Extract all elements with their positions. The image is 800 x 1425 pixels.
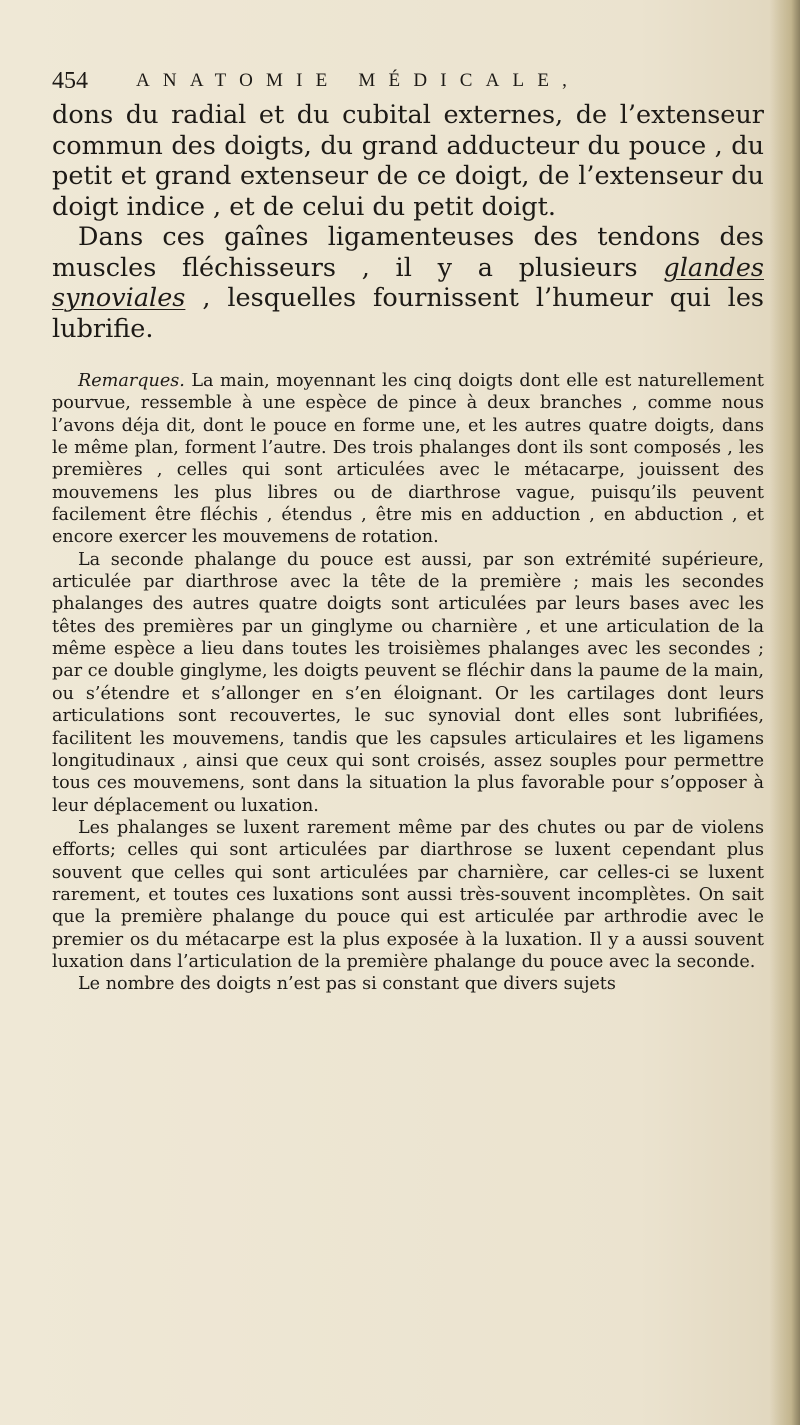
paragraph-5: Les phalanges se luxent rarement même par des chutes ou par de violens efforts; celles qui sont articulées par diarthrose se luxent cependant plus souvent que celles qui sont articulées par charnière, car celles-ci se luxent rarement, et toutes ces luxations sont aussi très-souvent incomplètes. On sait que la première phalange du pouce qui est articulée par arthrodie avec le premier os du métacarpe est la plus exposée à la luxation. Il y a aussi souvent luxation dans l’articulation de la première phalange du pouce avec la seconde. [52,817,764,972]
paragraph-3-text: La main, moyennant les cinq doigts dont elle est naturellement pourvue, ressemble à une espèce de pince à deux branches , comme nous l’avons déja dit, dont le pouce en forme une, et les autres quatre doigts, dans le même plan, forment l’autre. Des trois phalanges dont ils sont composés , les premières , celles qui sont articulées avec le métacarpe, jouissent des mouvemens les plus libres ou de diarthrose vague, puisqu’ils peuvent facilement être fléchis , étendus , être mis en adduction , en abduction , et encore exercer les mouvemens de rotation. [52,371,764,548]
remarques-heading: Remarques. [78,371,185,391]
running-title: ANATOMIE MÉDICALE, [136,70,581,91]
remarks-section [52,370,764,996]
page-header [52,68,752,102]
paragraph-4: La seconde phalange du pouce est aussi, par son extrémité supérieure, articulée par diarthrose avec la tête de la première ; mais les secondes phalanges des autres quatre doigts sont articulées par leurs bases avec les têtes des premières par un ginglyme ou charnière , et une articulation de la même espèce a lieu dans toutes les troisièmes phalanges avec les secondes ; par ce double ginglyme, les doigts peuvent se fléchir dans la paume de la main, ou s’étendre et s’allonger en s’en éloignant. Or les cartilages dont leurs articulations sont recouvertes, le suc synovial dont elles sont lubrifiées, facilitent les mouvemens, tandis que les capsules articulaires et les ligamens longitudinaux , ainsi que ceux qui sont croisés, assez souples pour permettre tous ces mouvemens, sont dans la situation la plus favorable pour s’opposer à leur déplacement ou luxation. [52,549,764,816]
paragraph-1: dons du radial et du cubital externes, de l’extenseur commun des doigts, du grand adducteur du pouce , du petit et grand extenseur de ce doigt, de l’extenseur du doigt indice , et de celui du petit doigt. [52,100,764,222]
paragraph-6: Le nombre des doigts n’est pas si constant que divers sujets [78,974,616,995]
page-edge-shadow [770,0,800,1425]
page-number: 454 [52,68,88,94]
large-type-section [52,100,764,344]
paragraph-2 [52,222,764,344]
paragraph-2-end: , lesquelles fournissent l’humeur qui les lubrifie. [52,283,764,344]
paragraph-3 [52,370,764,549]
paragraph-2-start: Dans ces gaînes ligamenteuses des tendons des muscles fléchisseurs , il y a plusieurs [52,222,764,283]
glandes-synoviales-term: glandes synoviales [52,252,764,313]
page-body [52,100,764,996]
